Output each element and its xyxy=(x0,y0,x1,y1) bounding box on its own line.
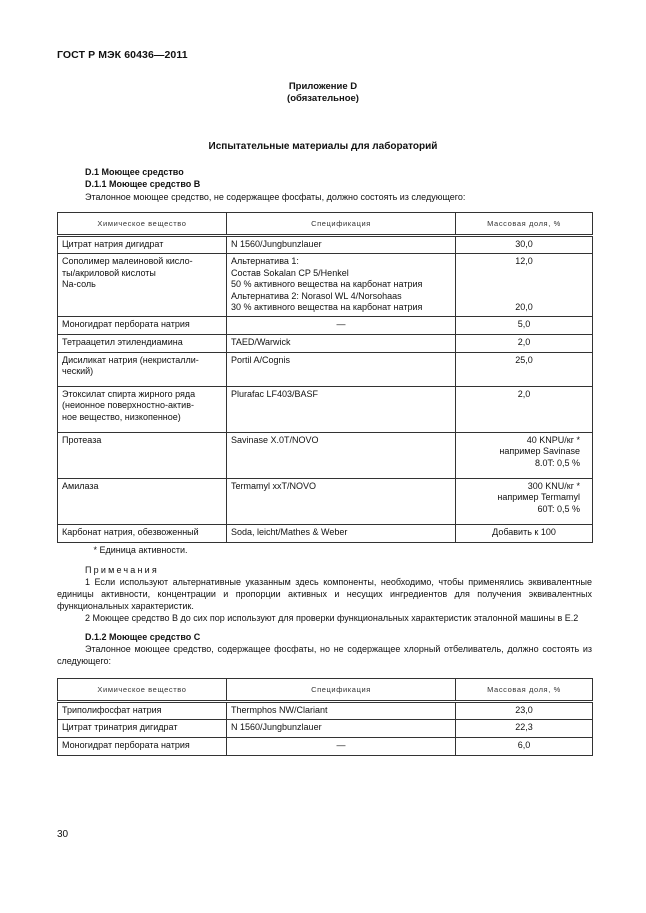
table-row xyxy=(58,524,593,542)
notes-label: Примечания xyxy=(85,565,159,575)
spec-cell-line: Альтернатива 2: Norasol WL 4/Norsohaas xyxy=(231,290,402,301)
table-detergent-c xyxy=(57,678,593,756)
spec-cell: Thermphos NW/Clariant xyxy=(227,702,456,720)
note-1: 1 Если используют альтернативные указанным здесь компоненты, необходимо, чтобы применялись эквивалентные единицы активности, концентрации и пропорции активных и несущих ингредиентов для получения эквивалентных функциональных характеристик. xyxy=(57,577,592,611)
spec-cell xyxy=(227,432,456,478)
table-footnote-row xyxy=(58,542,593,556)
mass-cell-line: 60T: 0,5 % xyxy=(537,503,580,514)
mass-cell-line: 300 KNU/кг * xyxy=(527,480,580,491)
mass-cell-line: 2,0 xyxy=(517,336,531,347)
spec-cell-line: Savinase X.0T/NOVO xyxy=(231,434,319,445)
spec-cell-line: Plurafac LF403/BASF xyxy=(231,388,319,399)
notes-block xyxy=(57,558,592,756)
spec-cell xyxy=(227,524,456,542)
mass-cell-line: 20,0 xyxy=(515,302,533,312)
mass-cell-line: 25,0 xyxy=(515,354,533,365)
table-row xyxy=(58,334,593,352)
substance-cell-line: Амилаза xyxy=(62,480,99,491)
substance-cell-line: (неионное поверхностно-актив- xyxy=(62,400,194,410)
spec-cell-line: Termamyl xxT/NOVO xyxy=(231,480,317,491)
substance-cell-line: ное вещество, низкопенное) xyxy=(62,411,181,422)
mass-cell xyxy=(456,524,593,542)
spec-cell-line: Portil A/Cognis xyxy=(231,354,291,365)
table-row xyxy=(58,316,593,334)
spec-cell xyxy=(227,352,456,386)
table-row xyxy=(58,254,593,317)
substance-cell-line: Сополимер малеиновой кисло- xyxy=(62,256,193,266)
section-d11-heading: D.1.1 Моющее средство B xyxy=(85,179,201,189)
substance-cell-line: ты/акриловой кислоты xyxy=(62,267,156,278)
column-header-spec: Спецификация xyxy=(227,679,456,702)
substance-cell xyxy=(58,432,227,478)
substance-cell xyxy=(58,386,227,432)
substance-cell-line: Карбонат натрия, обезвоженный xyxy=(62,526,199,537)
mass-cell xyxy=(456,432,593,478)
table-row xyxy=(58,720,593,738)
substance-cell xyxy=(58,316,227,334)
mass-cell-line: например Termamyl xyxy=(497,492,580,502)
mass-cell-line xyxy=(460,279,588,291)
substance-cell: Моногидрат пербората натрия xyxy=(58,738,227,756)
column-header-substance: Химическое вещество xyxy=(58,213,227,236)
substance-cell xyxy=(58,352,227,386)
substance-cell xyxy=(58,254,227,317)
spec-cell: — xyxy=(227,738,456,756)
spec-cell-line: Альтернатива 1: xyxy=(231,256,299,266)
mass-cell: 22,3 xyxy=(456,720,593,738)
table-row xyxy=(58,386,593,432)
mass-cell-line: 12,0 xyxy=(515,256,533,266)
appendix-title: Приложение D xyxy=(288,81,358,92)
mass-cell-line: 8.0T: 0,5 % xyxy=(534,457,580,468)
section-d12-heading: D.1.2 Моющее средство C xyxy=(85,632,201,642)
document-header: ГОСТ Р МЭК 60436—2011 xyxy=(57,49,188,61)
spec-cell xyxy=(227,254,456,317)
substance-cell: Триполифосфат натрия xyxy=(58,702,227,720)
table-row xyxy=(58,432,593,478)
substance-cell-line: Тетраацетил этилендиамина xyxy=(62,336,183,347)
column-header-mass: Массовая доля, % xyxy=(456,679,593,702)
substance-cell xyxy=(58,478,227,524)
table-detergent-b xyxy=(57,212,593,556)
section-d1-heading: D.1 Моющее средство xyxy=(85,167,184,177)
spec-cell xyxy=(227,478,456,524)
mass-cell xyxy=(456,334,593,352)
mass-cell: 23,0 xyxy=(456,702,593,720)
substance-cell-line: Дисиликат натрия (некристалли- xyxy=(62,354,199,365)
spec-cell-line: — xyxy=(336,318,346,329)
page-number: 30 xyxy=(57,829,69,840)
table-row xyxy=(58,738,593,756)
spec-cell-line: Soda, leicht/Mathes & Weber xyxy=(231,526,348,537)
table-header-row xyxy=(58,679,593,702)
mass-cell-line: Добавить к 100 xyxy=(492,526,556,537)
spec-cell-line: Состав Sokalan CP 5/Henkel xyxy=(231,267,349,278)
table-header-row xyxy=(58,213,593,236)
substance-cell-line: Этоксилат спирта жирного ряда xyxy=(62,388,196,399)
table-row xyxy=(58,236,593,254)
substance-cell-line: Моногидрат пербората натрия xyxy=(62,318,190,329)
spec-cell-line: N 1560/Jungbunzlauer xyxy=(231,239,322,249)
spec-cell: N 1560/Jungbunzlauer xyxy=(227,720,456,738)
spec-cell xyxy=(227,386,456,432)
substance-cell-line: ческий) xyxy=(62,366,94,376)
column-header-spec: Спецификация xyxy=(227,213,456,236)
spec-cell-line: 30 % активного вещества на карбонат натрия xyxy=(231,302,423,312)
table-row xyxy=(58,702,593,720)
spec-cell xyxy=(227,236,456,254)
mass-cell-line: 40 KNPU/кг * xyxy=(526,434,580,445)
appendix-subtitle: (обязательное) xyxy=(287,93,359,104)
d12-intro: Эталонное моющее средство, содержащее фосфаты, но не содержащее хлорный отбеливатель, должно состоять из следующего: xyxy=(57,644,592,666)
substance-cell-line: Протеаза xyxy=(62,434,102,445)
mass-cell xyxy=(456,316,593,334)
mass-cell-line: 30,0 xyxy=(515,239,533,249)
table-row xyxy=(58,352,593,386)
mass-cell xyxy=(456,386,593,432)
mass-cell-line: 5,0 xyxy=(517,318,531,329)
spec-cell-line: 50 % активного вещества на карбонат натрия xyxy=(231,279,423,289)
substance-cell: Цитрат тринатрия дигидрат xyxy=(58,720,227,738)
mass-cell xyxy=(456,478,593,524)
substance-cell-line: Цитрат натрия дигидрат xyxy=(62,239,164,249)
note-2: 2 Моющее средство B до сих пор используют для проверки функциональных характеристик эталонной машины в E.2 xyxy=(85,613,579,623)
mass-cell-line xyxy=(460,268,588,280)
table-row xyxy=(58,478,593,524)
column-header-mass: Массовая доля, % xyxy=(456,213,593,236)
d11-intro: Эталонное моющее средство, не содержащее фосфаты, должно состоять из следующего: xyxy=(85,192,466,202)
spec-cell xyxy=(227,334,456,352)
spec-cell xyxy=(227,316,456,334)
substance-cell xyxy=(58,334,227,352)
substance-cell-line: Na-соль xyxy=(62,279,96,289)
section-title: Испытательные материалы для лабораторий xyxy=(208,141,438,152)
mass-cell-line xyxy=(460,291,588,303)
spec-cell-line: TAED/Warwick xyxy=(231,336,291,347)
appendix-heading xyxy=(0,81,646,105)
substance-cell xyxy=(58,236,227,254)
mass-cell xyxy=(456,236,593,254)
mass-cell: 6,0 xyxy=(456,738,593,756)
mass-cell-line: 2,0 xyxy=(517,388,531,399)
column-header-substance: Химическое вещество xyxy=(58,679,227,702)
mass-cell xyxy=(456,352,593,386)
mass-cell xyxy=(456,254,593,317)
mass-cell-line: например Savinase xyxy=(499,446,580,456)
substance-cell xyxy=(58,524,227,542)
table-footnote: * Единица активности. xyxy=(93,544,188,555)
